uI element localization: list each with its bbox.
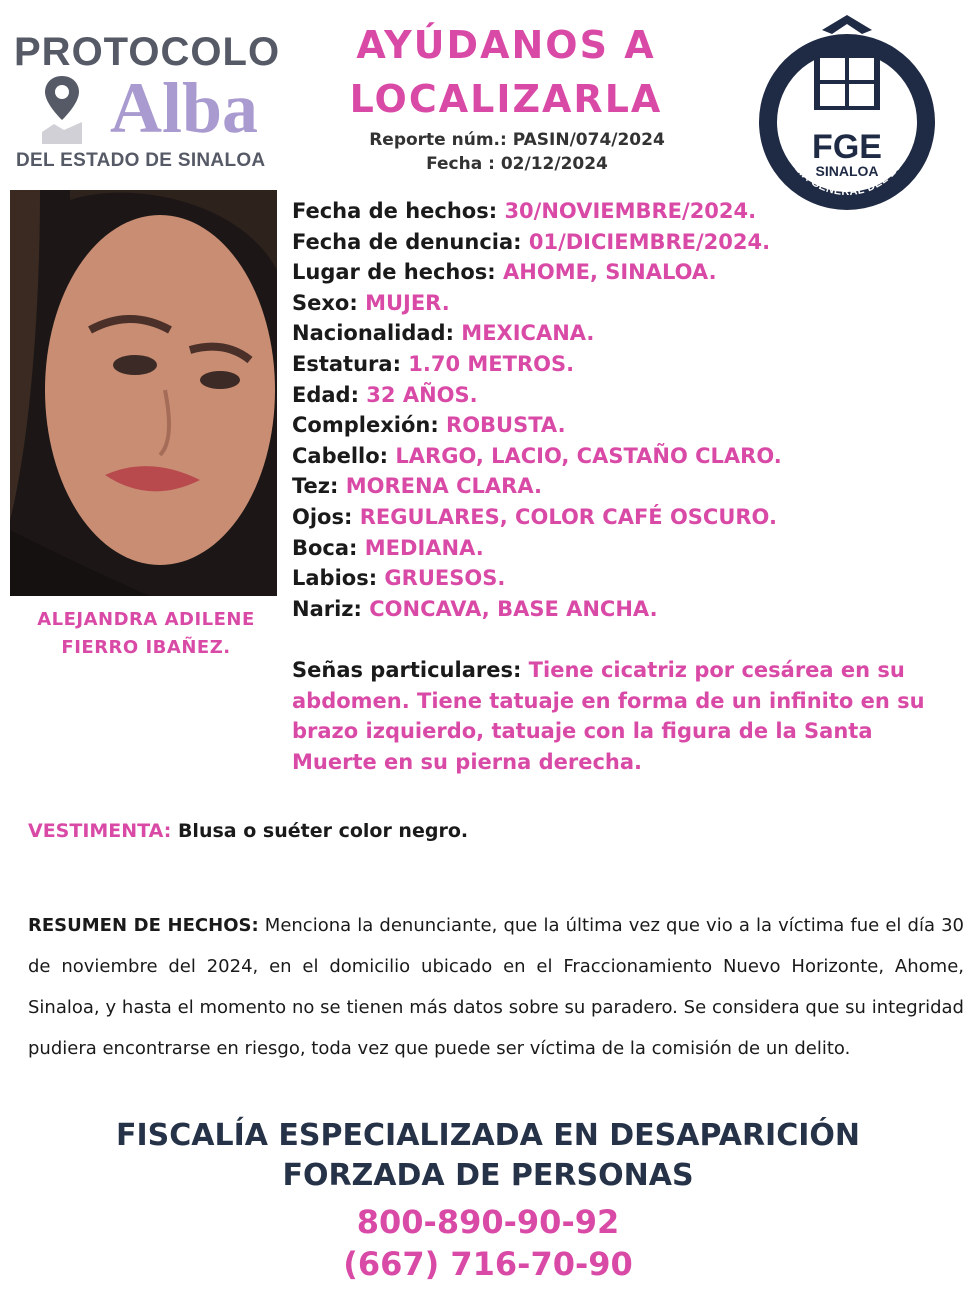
attribute-value: 1.70 METROS.: [408, 351, 575, 376]
seal-state: SINALOA: [815, 163, 879, 179]
attribute-row: [292, 563, 972, 594]
attribute-row: [292, 410, 972, 441]
attribute-row: [292, 441, 972, 472]
attribute-row: [292, 471, 972, 502]
attribute-row: [292, 349, 972, 380]
attribute-row: [292, 257, 972, 288]
phone-number-1[interactable]: 800-890-90-92: [356, 1203, 620, 1241]
victim-attributes: [292, 196, 972, 624]
attribute-label: Fecha de denuncia:: [292, 229, 522, 254]
protocolo-alba-logo-subtitle: DEL ESTADO DE SINALOA: [16, 150, 266, 171]
report-date: Fecha : 02/12/2024: [426, 154, 608, 174]
attribute-label: Sexo:: [292, 290, 358, 315]
attribute-value: MUJER.: [365, 290, 450, 315]
attribute-label: Tez:: [292, 474, 339, 499]
victim-name-line-1: ALEJANDRA ADILENE: [37, 609, 255, 630]
protocolo-alba-logo-title: PROTOCOLO: [14, 30, 281, 74]
attribute-value: 30/NOVIEMBRE/2024.: [504, 199, 757, 223]
marks-value: Tiene cicatriz por cesárea en su abdomen. Tiene tatuaje en forma de un infinito en su brazo izquierdo, tatuaje con la figura de la Santa Muerte en su pierna derecha.: [292, 658, 925, 774]
attribute-row: [292, 318, 972, 349]
phone-number-2[interactable]: (667) 716-70-90: [343, 1245, 633, 1283]
attribute-value: MEDIANA.: [364, 535, 484, 560]
attribute-value: GRUESOS.: [384, 566, 506, 591]
attribute-label: Fecha de hechos:: [292, 199, 498, 223]
attribute-row: [292, 288, 972, 319]
attribute-label: Estatura:: [292, 351, 401, 376]
marks-label: Señas particulares:: [292, 658, 522, 682]
clothing-value: Blusa o suéter color negro.: [177, 820, 469, 842]
seal-acronym: FGE: [812, 128, 882, 166]
attribute-label: Lugar de hechos:: [292, 260, 496, 285]
attribute-value: MORENA CLARA.: [345, 474, 542, 499]
attribute-row: [292, 380, 972, 411]
seal-ring-text: FISCALÍA GENERAL DEL ESTADO: [779, 133, 915, 199]
attribute-label: Nariz:: [292, 596, 362, 621]
summary-text: Menciona la denunciante, que la última vez que vio a la víctima fue el día 30 de noviembre del 2024, en el domicilio ubicado en el Fraccionamiento Nuevo Horizonte, Ahome, Sinaloa, y hasta el momento no se tienen más datos sobre su paradero. Se considera que su integridad pudiera encontrarse en riesgo, toda vez que puede ser víctima de la comisión de un delito.: [28, 915, 964, 1059]
attribute-value: REGULARES, COLOR CAFÉ OSCURO.: [359, 504, 777, 529]
distinguishing-marks: [292, 655, 962, 777]
victim-name: [16, 606, 276, 662]
footer-agency-line-2: FORZADA DE PERSONAS: [282, 1158, 694, 1193]
headline-line-1: AYÚDANOS A: [356, 23, 656, 67]
attribute-label: Boca:: [292, 535, 358, 560]
attribute-label: Nacionalidad:: [292, 321, 454, 346]
victim-name-line-2: FIERRO IBAÑEZ.: [61, 637, 231, 658]
report-number: Reporte núm.: PASIN/074/2024: [369, 130, 665, 150]
attribute-label: Ojos:: [292, 504, 353, 529]
footer-agency-line-1: FISCALÍA ESPECIALIZADA EN DESAPARICIÓN: [116, 1118, 860, 1153]
attribute-value: 01/DICIEMBRE/2024.: [528, 229, 771, 254]
attribute-value: CONCAVA, BASE ANCHA.: [369, 596, 658, 621]
attribute-row: [292, 533, 972, 564]
attribute-label: Labios:: [292, 566, 378, 591]
summary-label: RESUMEN DE HECHOS:: [28, 915, 259, 936]
map-pin-icon: [42, 74, 82, 144]
attribute-value: LARGO, LACIO, CASTAÑO CLARO.: [395, 443, 782, 468]
attribute-row: [292, 196, 972, 227]
attribute-row: [292, 502, 972, 533]
clothing-label: VESTIMENTA:: [28, 820, 172, 842]
attribute-value: 32 AÑOS.: [366, 382, 478, 407]
headline-line-2: LOCALIZARLA: [349, 77, 663, 121]
victim-photo: [10, 190, 277, 596]
attribute-value: AHOME, SINALOA.: [503, 260, 717, 285]
attribute-value: MEXICANA.: [461, 321, 595, 346]
clothing: [28, 820, 468, 842]
attribute-row: [292, 227, 972, 258]
attribute-label: Cabello:: [292, 443, 389, 468]
attribute-value: ROBUSTA.: [446, 413, 566, 438]
fge-sinaloa-seal: [752, 10, 942, 212]
protocolo-alba-logo-word: Alba: [110, 68, 259, 148]
attribute-label: Edad:: [292, 382, 359, 407]
summary-of-events: [28, 905, 964, 1069]
attribute-row: [292, 594, 972, 625]
attribute-label: Complexión:: [292, 413, 439, 438]
